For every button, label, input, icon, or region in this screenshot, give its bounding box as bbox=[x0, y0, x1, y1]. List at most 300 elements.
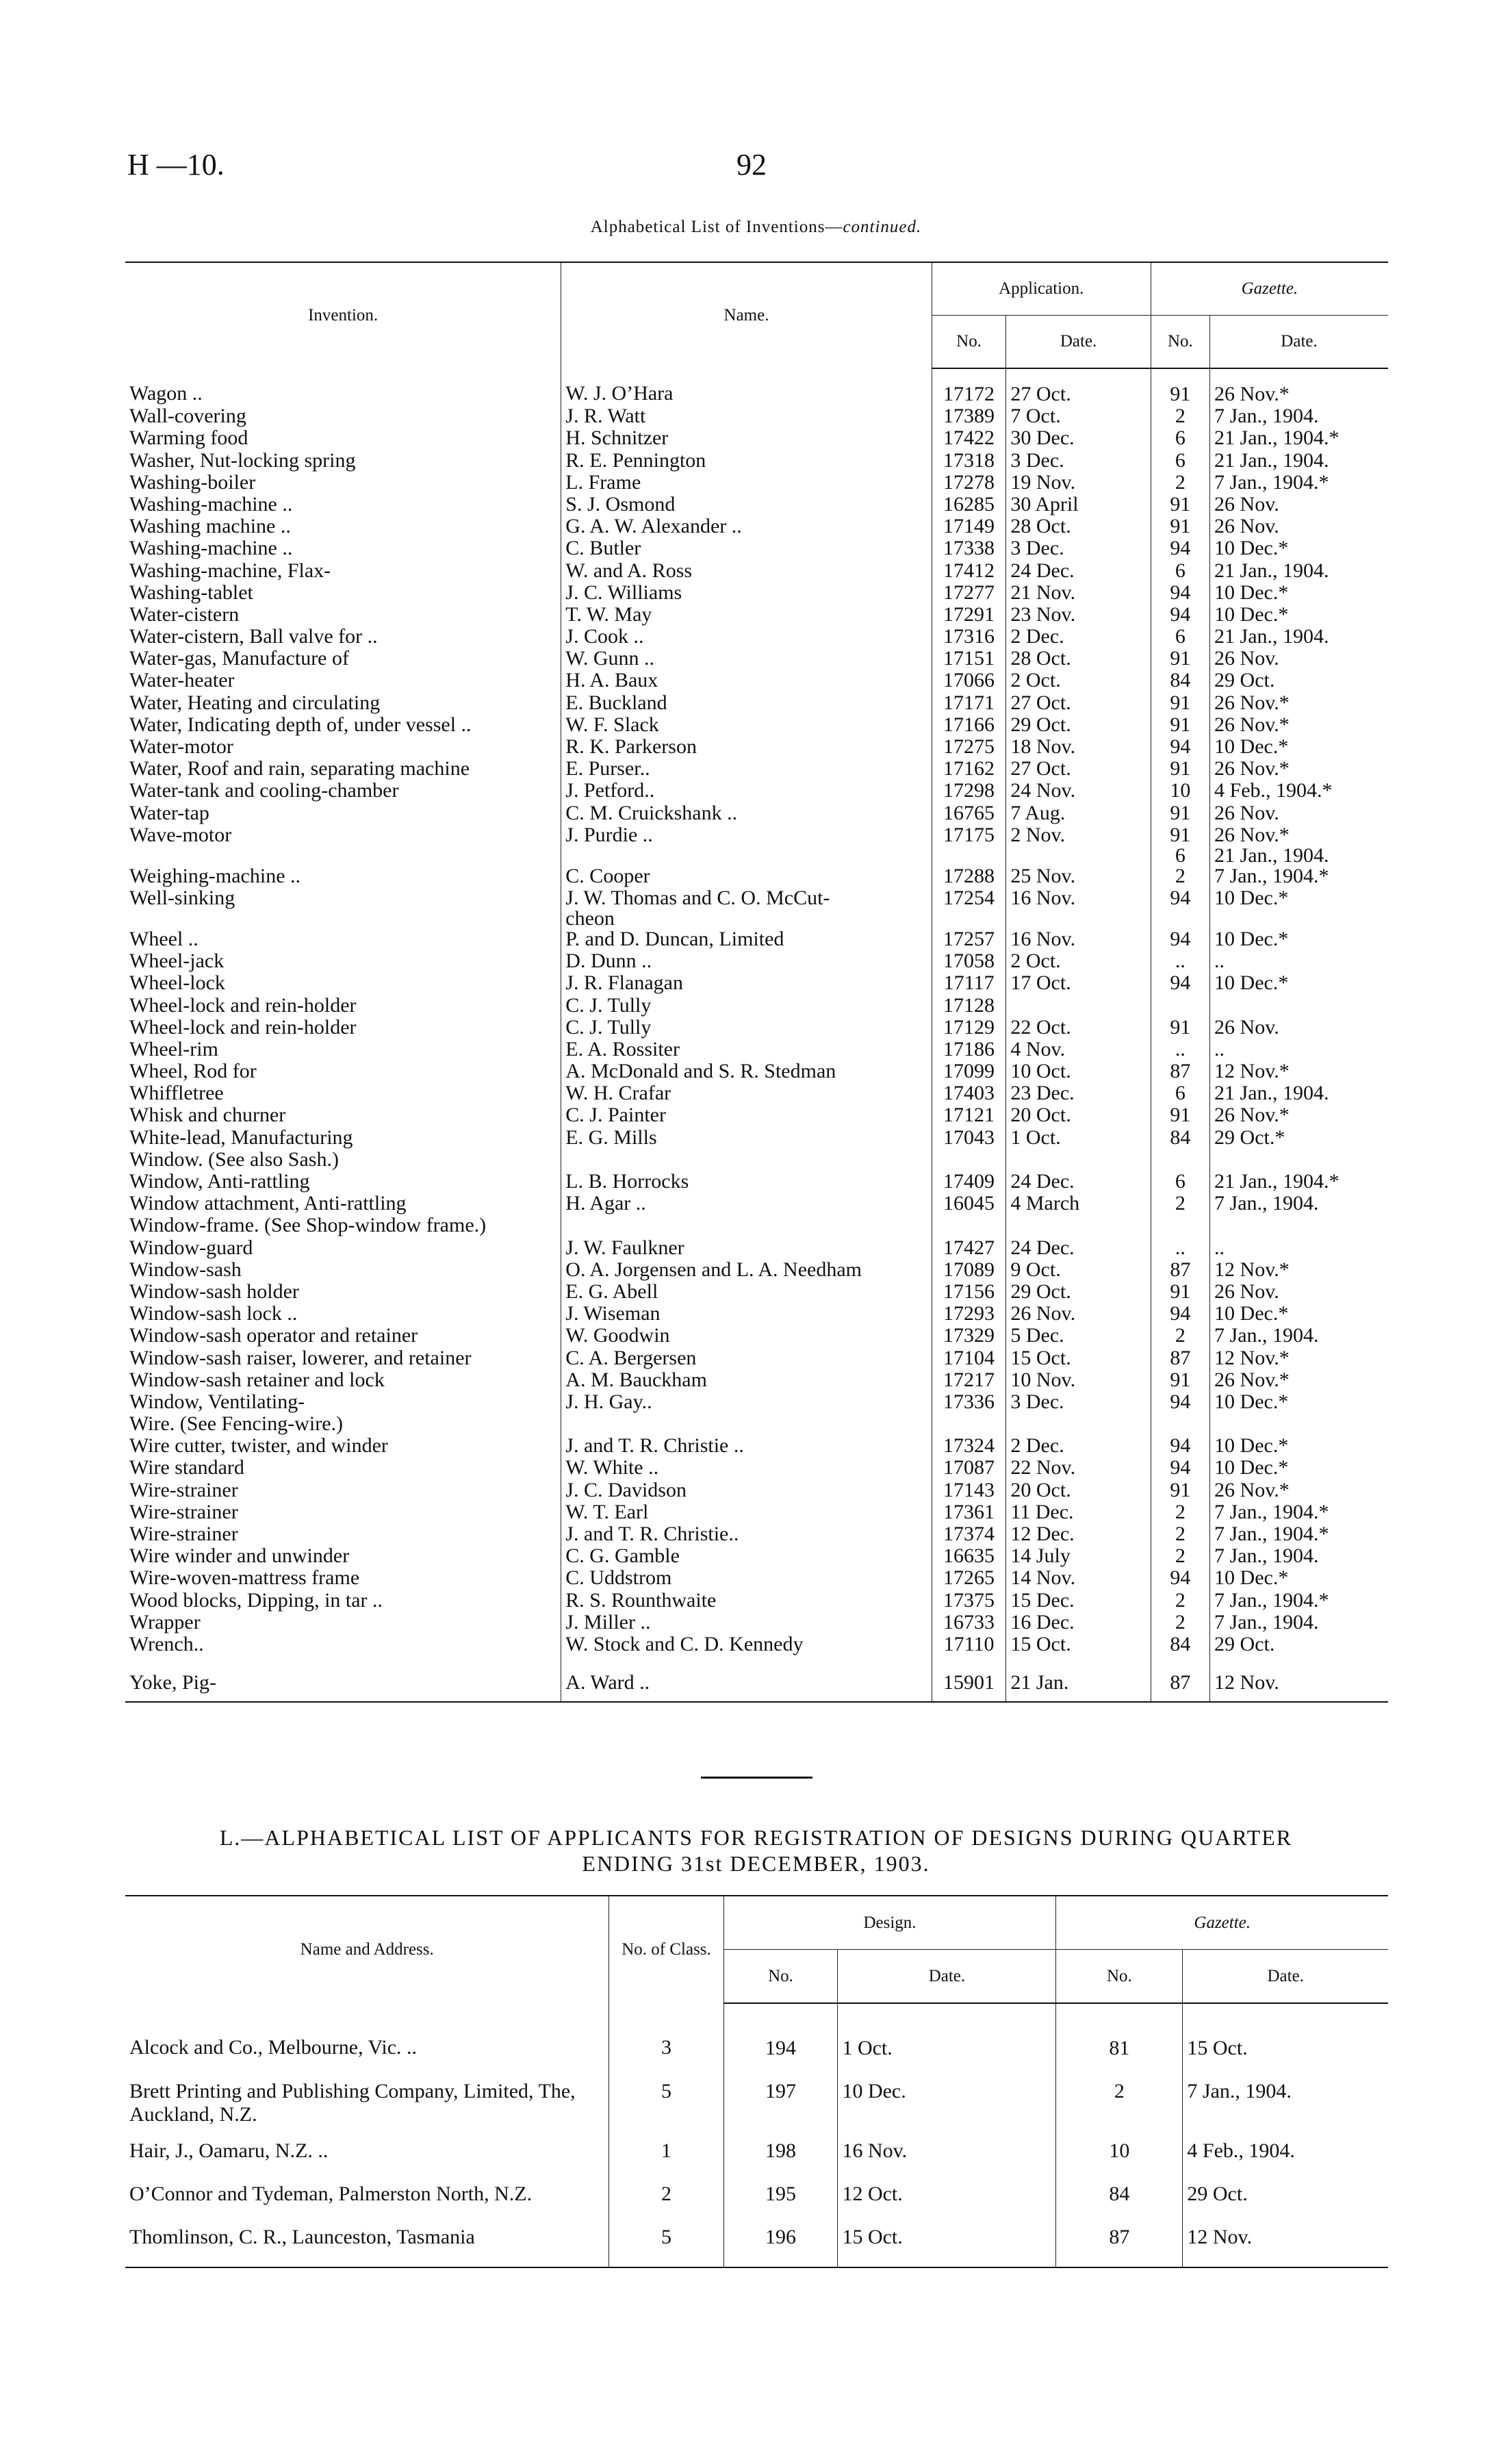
app-no-cell bbox=[932, 1568, 1006, 1590]
app-date-cell bbox=[1006, 1215, 1151, 1237]
app-no-cell-text: 17293 bbox=[943, 1302, 995, 1325]
app-no-cell-text: 17389 bbox=[943, 405, 995, 428]
app-no-cell bbox=[932, 1171, 1006, 1193]
app-no-cell-text: 17043 bbox=[943, 1125, 995, 1149]
app-no-cell-text: 17128 bbox=[943, 993, 995, 1017]
name-continuation: cheon bbox=[565, 906, 615, 930]
invention-cell-text: Wheel-jack bbox=[129, 950, 225, 973]
gaz-no-cell bbox=[1151, 1017, 1209, 1039]
app-no-cell bbox=[932, 1590, 1006, 1612]
table-row bbox=[125, 583, 1388, 605]
invention-cell-text: Whiffletree bbox=[129, 1082, 224, 1105]
gaz-no-cell bbox=[1151, 1436, 1209, 1458]
name-cell-text: G. A. W. Alexander .. bbox=[565, 515, 742, 538]
name-cell bbox=[561, 1215, 932, 1237]
gaz-no-cell bbox=[1151, 951, 1209, 973]
gaz-no-cell bbox=[1151, 538, 1209, 560]
gaz-no-cell bbox=[1151, 516, 1209, 538]
name-cell bbox=[561, 803, 932, 825]
table-row bbox=[125, 2170, 1388, 2213]
list-caption bbox=[0, 218, 1512, 237]
gaz-date-cell bbox=[1210, 583, 1388, 605]
app-no-cell-text: 17162 bbox=[943, 757, 995, 780]
app-date-cell bbox=[1006, 1370, 1151, 1392]
name-cell bbox=[561, 472, 932, 494]
class-cell bbox=[609, 2003, 723, 2067]
invention-cell-text: Water-cistern, Ball valve for .. bbox=[129, 625, 378, 648]
gaz-date-cell bbox=[1210, 1612, 1388, 1634]
app-no-cell-text: 17361 bbox=[943, 1500, 995, 1523]
gaz-date-cell-text: 7 Jan., 1904. bbox=[1214, 1544, 1319, 1568]
table-row bbox=[125, 1414, 1388, 1436]
name-cell-text: J. C. Williams bbox=[565, 581, 682, 604]
table-row bbox=[125, 406, 1388, 428]
gaz-date-cell-text: 10 Dec.* bbox=[1214, 602, 1289, 626]
app-no-cell bbox=[932, 1105, 1006, 1127]
app-no-cell bbox=[932, 1303, 1006, 1325]
app-no-cell bbox=[932, 888, 1006, 929]
gaz-no-cell-text: 91 bbox=[1170, 492, 1191, 516]
invention-cell-text: Yoke, Pig- bbox=[129, 1671, 216, 1694]
table-row bbox=[125, 626, 1388, 648]
gaz-date-cell bbox=[1210, 648, 1388, 670]
app-date-cell bbox=[1006, 803, 1151, 825]
gaz-date-second: 21 Jan., 1904. bbox=[1214, 843, 1329, 867]
app-date-cell bbox=[1006, 472, 1151, 494]
gaz-no-cell bbox=[1151, 759, 1209, 780]
table-row bbox=[125, 1238, 1388, 1260]
app-date-cell-text: 28 Oct. bbox=[1010, 647, 1071, 670]
gaz-date-cell-text: 10 Dec.* bbox=[1214, 581, 1289, 604]
table-row bbox=[125, 759, 1388, 780]
table-row bbox=[125, 2003, 1388, 2067]
name-cell bbox=[561, 780, 932, 802]
gaz-no-cell bbox=[1151, 428, 1209, 450]
name-cell bbox=[561, 670, 932, 692]
table-row bbox=[125, 715, 1388, 737]
gaz-no-cell bbox=[1151, 825, 1209, 866]
gaz-no-cell bbox=[1151, 1612, 1209, 1634]
invention-cell bbox=[125, 1480, 561, 1502]
app-no-cell bbox=[932, 1546, 1006, 1568]
gaz-date-cell bbox=[1210, 368, 1388, 406]
gaz-date-cell bbox=[1210, 1171, 1388, 1193]
app-date-cell-text: 4 March bbox=[1010, 1192, 1080, 1215]
invention-cell bbox=[125, 428, 561, 450]
gaz-date-cell bbox=[1210, 1215, 1388, 1237]
gaz-no-cell-text: 94 bbox=[1170, 1566, 1191, 1590]
gaz-date-cell-text: 26 Nov. bbox=[1214, 515, 1279, 538]
gaz-no-cell-text: 91 bbox=[1170, 1015, 1191, 1039]
design-date-cell bbox=[838, 2170, 1056, 2213]
design-no-cell-text: 195 bbox=[765, 2183, 796, 2205]
gaz-date-cell bbox=[1210, 1590, 1388, 1612]
name-cell-text: C. G. Gamble bbox=[565, 1544, 680, 1568]
app-date-cell bbox=[1006, 1392, 1151, 1414]
invention-cell-text: Water, Indicating depth of, under vessel .. bbox=[129, 713, 472, 736]
gaz-no-cell bbox=[1151, 1193, 1209, 1215]
gaz-no-second: 6 bbox=[1175, 843, 1186, 867]
app-no-cell bbox=[932, 1612, 1006, 1634]
gaz-date-cell bbox=[1210, 406, 1388, 428]
table-row bbox=[125, 1392, 1388, 1414]
name-cell-text: W. T. Earl bbox=[565, 1500, 649, 1523]
app-no-cell bbox=[932, 715, 1006, 737]
gaz-date-cell bbox=[1210, 1282, 1388, 1303]
name-cell-text: J. and T. R. Christie.. bbox=[565, 1523, 739, 1545]
name-cell bbox=[561, 1612, 932, 1634]
invention-cell bbox=[125, 1193, 561, 1215]
name-cell bbox=[561, 406, 932, 428]
table-row bbox=[125, 2067, 1388, 2126]
app-date-cell bbox=[1006, 602, 1151, 626]
gaz-date-cell-text: 21 Jan., 1904.* bbox=[1214, 427, 1340, 450]
app-no-cell-text: 17143 bbox=[943, 1478, 995, 1501]
name-cell bbox=[561, 1524, 932, 1546]
app-no-cell-text: 17265 bbox=[943, 1566, 995, 1590]
invention-cell-text: Water-cistern bbox=[129, 602, 240, 626]
table-row bbox=[125, 803, 1388, 825]
app-date-cell bbox=[1006, 1171, 1151, 1193]
invention-cell-text: Window, Anti-rattling bbox=[129, 1170, 310, 1193]
col-gaz-date: Date. bbox=[1210, 316, 1388, 369]
col-invention: Invention. bbox=[125, 262, 561, 368]
gaz-date-cell bbox=[1210, 1568, 1388, 1590]
gaz-date-cell bbox=[1210, 1193, 1388, 1215]
name-cell-text: H. A. Baux bbox=[565, 669, 658, 692]
invention-cell-text: Water-heater bbox=[129, 669, 235, 692]
app-no-cell bbox=[932, 602, 1006, 626]
class-cell-text: 1 bbox=[661, 2139, 671, 2162]
table-row bbox=[125, 1105, 1388, 1127]
invention-cell bbox=[125, 368, 561, 406]
invention-cell-text: Water, Heating and circulating bbox=[129, 691, 381, 714]
gaz-date-cell bbox=[1210, 670, 1388, 692]
table-row bbox=[125, 825, 1388, 866]
gaz-no-cell bbox=[1151, 1260, 1209, 1282]
app-no-cell-text: 17166 bbox=[943, 713, 995, 736]
gaz-no-cell bbox=[1151, 1039, 1209, 1061]
name-cell-text: J. Miller .. bbox=[565, 1610, 651, 1633]
gaz-date-cell bbox=[1210, 1370, 1388, 1392]
invention-cell-text: Wagon .. bbox=[129, 382, 203, 405]
name-cell-text: D. Dunn .. bbox=[565, 950, 652, 973]
col-gaz-no: No. bbox=[1151, 316, 1209, 369]
name-cell-text: H. Schnitzer bbox=[565, 427, 669, 450]
caption-continued: continued. bbox=[843, 218, 922, 236]
app-date-cell-text: 20 Oct. bbox=[1010, 1478, 1071, 1501]
design-date-cell bbox=[838, 2126, 1056, 2170]
invention-cell-text: Wire standard bbox=[129, 1456, 244, 1479]
app-no-cell-text: 17149 bbox=[943, 515, 995, 538]
app-no-cell-text: 17422 bbox=[943, 427, 995, 450]
design-gaz-no-cell-text: 87 bbox=[1109, 2226, 1130, 2248]
app-date-cell bbox=[1006, 1061, 1151, 1083]
invention-cell bbox=[125, 1656, 561, 1702]
gaz-no-cell bbox=[1151, 561, 1209, 583]
app-no-cell-text: 17275 bbox=[943, 735, 995, 758]
gaz-date-cell-text: 10 Dec.* bbox=[1214, 886, 1289, 909]
app-date-cell bbox=[1006, 1083, 1151, 1105]
table-row bbox=[125, 605, 1388, 626]
app-date-cell bbox=[1006, 1458, 1151, 1479]
app-no-cell bbox=[932, 1502, 1006, 1524]
gaz-no-cell-text: 91 bbox=[1170, 647, 1191, 670]
design-no-cell-text: 196 bbox=[765, 2226, 796, 2248]
invention-cell-text: Water-motor bbox=[129, 735, 233, 758]
app-no-cell-text: 17291 bbox=[943, 602, 995, 626]
invention-cell bbox=[125, 1215, 561, 1237]
gaz-no-cell bbox=[1151, 1215, 1209, 1237]
gaz-date-cell bbox=[1210, 1436, 1388, 1458]
name-cell-text: J. Petford.. bbox=[565, 779, 655, 802]
app-date-cell bbox=[1006, 929, 1151, 951]
app-no-cell-text: 17412 bbox=[943, 559, 995, 582]
name-cell bbox=[561, 494, 932, 516]
col-application: Application. bbox=[932, 262, 1151, 316]
name-cell-text: W. Gunn .. bbox=[565, 647, 655, 670]
invention-cell bbox=[125, 626, 561, 648]
designs-title bbox=[0, 1824, 1512, 1877]
gaz-date-cell-text: 7 Jan., 1904.* bbox=[1214, 864, 1329, 887]
design-no-cell bbox=[723, 2213, 838, 2267]
app-date-cell-text: 24 Dec. bbox=[1010, 1170, 1075, 1193]
design-gaz-date-cell bbox=[1183, 2213, 1388, 2267]
app-date-cell bbox=[1006, 450, 1151, 472]
invention-cell-text: Water, Roof and rain, separating machine bbox=[129, 757, 470, 780]
invention-cell bbox=[125, 1458, 561, 1479]
caption-text: Alphabetical List of Inventions— bbox=[590, 218, 843, 236]
design-no-cell bbox=[723, 2067, 838, 2126]
applicant-cell bbox=[125, 2213, 609, 2267]
app-date-cell bbox=[1006, 888, 1151, 929]
app-no-cell bbox=[932, 1149, 1006, 1171]
gaz-no-cell bbox=[1151, 406, 1209, 428]
gaz-date-cell bbox=[1210, 1502, 1388, 1524]
invention-cell bbox=[125, 472, 561, 494]
app-no-cell-text: 17254 bbox=[943, 886, 995, 909]
invention-cell bbox=[125, 1612, 561, 1634]
invention-cell bbox=[125, 780, 561, 802]
app-date-cell-text: 15 Oct. bbox=[1010, 1346, 1071, 1369]
gaz-date-cell-text: 26 Nov.* bbox=[1214, 823, 1290, 846]
gaz-no-cell-text: 2 bbox=[1175, 1192, 1186, 1215]
app-no-cell-text: 17186 bbox=[943, 1037, 995, 1060]
app-date-cell bbox=[1006, 1414, 1151, 1436]
table-row bbox=[125, 1325, 1388, 1347]
gaz-date-cell bbox=[1210, 715, 1388, 737]
gaz-no-cell-text: .. bbox=[1175, 950, 1186, 973]
gaz-no-cell bbox=[1151, 1546, 1209, 1568]
invention-cell bbox=[125, 888, 561, 929]
app-no-cell-text: 17257 bbox=[943, 927, 995, 950]
designs-body bbox=[125, 2003, 1388, 2267]
app-no-cell bbox=[932, 1039, 1006, 1061]
table-row bbox=[125, 450, 1388, 472]
app-no-cell bbox=[932, 1017, 1006, 1039]
gaz-date-cell-text: 26 Nov.* bbox=[1214, 691, 1290, 714]
name-cell bbox=[561, 825, 932, 866]
app-date-cell bbox=[1006, 368, 1151, 406]
invention-cell bbox=[125, 583, 561, 605]
gaz-no-cell bbox=[1151, 648, 1209, 670]
invention-cell bbox=[125, 737, 561, 759]
gaz-no-cell-text: 94 bbox=[1170, 927, 1191, 950]
gaz-no-cell bbox=[1151, 1238, 1209, 1260]
invention-cell-text: Wall-covering bbox=[129, 405, 246, 428]
gaz-date-cell bbox=[1210, 538, 1388, 560]
gaz-no-cell-text: 91 bbox=[1170, 713, 1191, 736]
gaz-date-cell-text: 21 Jan., 1904. bbox=[1214, 1082, 1329, 1105]
gaz-no-cell bbox=[1151, 1105, 1209, 1127]
invention-cell bbox=[125, 995, 561, 1017]
app-no-cell-text: 17374 bbox=[943, 1523, 995, 1545]
gaz-date-cell bbox=[1210, 737, 1388, 759]
app-no-cell-text: 17338 bbox=[943, 537, 995, 560]
gaz-date-cell bbox=[1210, 995, 1388, 1017]
name-cell-text: H. Agar .. bbox=[565, 1192, 646, 1215]
app-date-cell-text: 1 Oct. bbox=[1010, 1125, 1061, 1149]
app-date-cell-text: 24 Dec. bbox=[1010, 1236, 1075, 1259]
app-date-cell bbox=[1006, 670, 1151, 692]
gaz-date-cell-text: 12 Nov.* bbox=[1214, 1060, 1290, 1083]
design-date-cell bbox=[838, 2067, 1056, 2126]
app-date-cell bbox=[1006, 583, 1151, 605]
gaz-no-cell-text: 87 bbox=[1170, 1060, 1191, 1083]
gaz-no-cell bbox=[1151, 866, 1209, 888]
app-date-cell-text: 25 Nov. bbox=[1010, 864, 1076, 887]
class-cell-text: 2 bbox=[661, 2183, 671, 2205]
name-cell bbox=[561, 538, 932, 560]
table-row bbox=[125, 1634, 1388, 1656]
name-cell bbox=[561, 1656, 932, 1702]
gaz-date-cell-text: 26 Nov.* bbox=[1214, 1368, 1290, 1391]
table-row bbox=[125, 1017, 1388, 1039]
gaz-date-cell-text: 21 Jan., 1904.* bbox=[1214, 1170, 1340, 1193]
invention-cell-text: Window-sash lock .. bbox=[129, 1302, 298, 1325]
invention-cell bbox=[125, 1436, 561, 1458]
gaz-no-cell-text: 2 bbox=[1175, 1588, 1186, 1612]
app-date-cell-text: 14 July bbox=[1010, 1544, 1071, 1568]
name-cell bbox=[561, 737, 932, 759]
name-cell bbox=[561, 693, 932, 715]
gaz-date-cell bbox=[1210, 494, 1388, 516]
app-date-cell bbox=[1006, 1105, 1151, 1127]
design-gaz-no-cell bbox=[1056, 2003, 1183, 2067]
gaz-date-cell bbox=[1210, 1238, 1388, 1260]
gaz-date-cell bbox=[1210, 1348, 1388, 1370]
gaz-no-cell-text: 87 bbox=[1170, 1258, 1191, 1281]
col-design: Design. bbox=[723, 1896, 1056, 1950]
app-date-cell-text: 16 Nov. bbox=[1010, 927, 1076, 950]
col-name: Name. bbox=[561, 262, 932, 368]
col-app-date: Date. bbox=[1006, 316, 1151, 369]
invention-cell-text: Window, Ventilating- bbox=[129, 1390, 305, 1413]
gaz-date-cell bbox=[1210, 1392, 1388, 1414]
gaz-no-cell-text: 91 bbox=[1170, 801, 1191, 824]
table-row bbox=[125, 1149, 1388, 1171]
design-date-cell-text: 12 Oct. bbox=[842, 2183, 903, 2205]
gaz-no-cell-text: 87 bbox=[1170, 1671, 1191, 1694]
app-no-cell-text: 17175 bbox=[943, 823, 995, 846]
app-date-cell bbox=[1006, 406, 1151, 428]
gaz-date-cell-text: 29 Oct. bbox=[1214, 669, 1275, 692]
invention-cell-text: Wrench.. bbox=[129, 1632, 204, 1655]
app-no-cell bbox=[932, 1083, 1006, 1105]
invention-cell bbox=[125, 1524, 561, 1546]
gaz-no-cell-text: 6 bbox=[1175, 427, 1186, 450]
app-no-cell-text: 17058 bbox=[943, 950, 995, 973]
app-no-cell-text: 17117 bbox=[943, 971, 995, 995]
gaz-no-cell-text: 6 bbox=[1175, 625, 1186, 648]
col-name-address: Name and Address. bbox=[125, 1896, 609, 2003]
gaz-date-cell-text: 7 Jan., 1904.* bbox=[1214, 1500, 1329, 1523]
app-date-cell-text: 27 Oct. bbox=[1010, 691, 1071, 714]
invention-cell-text: Window-sash operator and retainer bbox=[129, 1324, 418, 1347]
table-row bbox=[125, 1480, 1388, 1502]
app-no-cell-text: 17171 bbox=[943, 691, 995, 714]
table-row bbox=[125, 888, 1388, 929]
invention-cell-text: Wire winder and unwinder bbox=[129, 1544, 350, 1568]
app-no-cell bbox=[932, 1656, 1006, 1702]
table-row bbox=[125, 2126, 1388, 2170]
app-no-cell-text: 16285 bbox=[943, 492, 995, 516]
invention-cell-text: Wire. (See Fencing-wire.) bbox=[129, 1412, 343, 1436]
table-row bbox=[125, 995, 1388, 1017]
design-no-cell-text: 194 bbox=[765, 2037, 796, 2059]
app-date-cell-text: 27 Oct. bbox=[1010, 757, 1071, 780]
name-cell-text: W. J. O’Hara bbox=[565, 382, 674, 405]
design-gaz-date-cell bbox=[1183, 2067, 1388, 2126]
app-no-cell bbox=[932, 561, 1006, 583]
table-row bbox=[125, 428, 1388, 450]
app-no-cell bbox=[932, 1458, 1006, 1479]
app-date-cell bbox=[1006, 759, 1151, 780]
invention-cell bbox=[125, 951, 561, 973]
name-cell-text: C. J. Tully bbox=[565, 993, 652, 1017]
app-no-cell bbox=[932, 1125, 1006, 1149]
name-cell-text: C. J. Tully bbox=[565, 1015, 652, 1039]
name-cell bbox=[561, 866, 932, 888]
name-cell-text: C. Cooper bbox=[565, 864, 650, 887]
design-gaz-no-cell-text: 10 bbox=[1109, 2139, 1130, 2162]
name-cell-text: W. F. Slack bbox=[565, 713, 659, 736]
app-date-cell bbox=[1006, 1546, 1151, 1568]
app-no-cell bbox=[932, 1061, 1006, 1083]
inventions-table bbox=[125, 262, 1388, 1703]
design-gaz-date-cell-text: 29 Oct. bbox=[1187, 2183, 1248, 2205]
gaz-no-cell bbox=[1151, 472, 1209, 494]
invention-cell bbox=[125, 406, 561, 428]
gaz-date-cell bbox=[1210, 1458, 1388, 1479]
col-app-no: No. bbox=[932, 316, 1006, 369]
invention-cell-text: Window-frame. (See Shop-window frame.) bbox=[129, 1214, 487, 1237]
gaz-date-cell-text: 12 Nov.* bbox=[1214, 1346, 1290, 1369]
app-no-cell-text: 15901 bbox=[943, 1671, 995, 1694]
name-cell-text: C. Butler bbox=[565, 537, 641, 560]
invention-cell bbox=[125, 1061, 561, 1083]
name-cell-text: L. B. Horrocks bbox=[565, 1170, 689, 1193]
name-cell bbox=[561, 1105, 932, 1127]
name-cell-text: W. and A. Ross bbox=[565, 559, 693, 582]
gaz-no-cell-text: 91 bbox=[1170, 757, 1191, 780]
app-no-cell-text: 17156 bbox=[943, 1280, 995, 1303]
name-cell-text: P. and D. Duncan, Limited bbox=[565, 927, 784, 950]
design-gaz-no-cell bbox=[1056, 2170, 1183, 2213]
name-cell-text: W. White .. bbox=[565, 1456, 659, 1479]
gaz-date-cell bbox=[1210, 1017, 1388, 1039]
table-row bbox=[125, 472, 1388, 494]
